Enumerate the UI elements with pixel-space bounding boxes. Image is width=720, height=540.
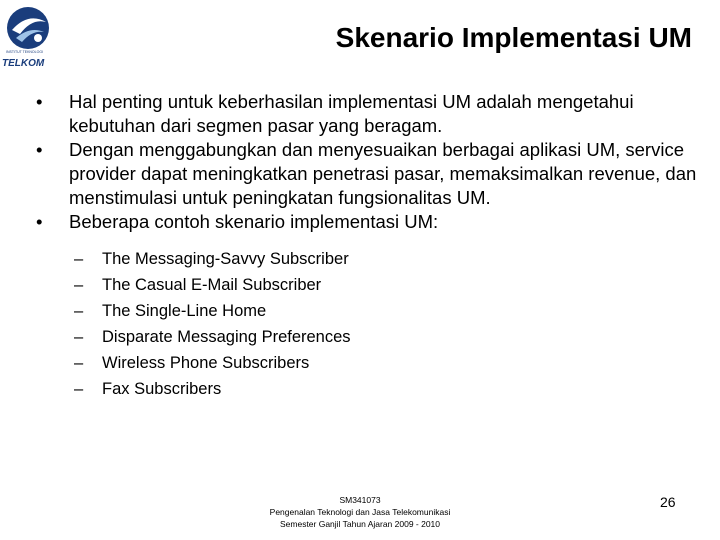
bullet-item — [36, 138, 706, 210]
logo-tagline: INSTITUT TEKNOLOGI — [6, 50, 44, 54]
bullet-item — [36, 90, 706, 138]
dash-icon: – — [74, 302, 84, 320]
sub-bullet-text: The Messaging-Savvy Subscriber — [102, 250, 349, 268]
bullet-text: Beberapa contoh skenario implementasi UM: — [69, 211, 439, 232]
bullet-list — [36, 90, 706, 234]
dash-icon: – — [74, 328, 84, 346]
dash-icon: – — [74, 354, 84, 372]
sub-bullet-item — [74, 272, 351, 298]
sub-bullet-text: Disparate Messaging Preferences — [102, 328, 351, 346]
sub-bullet-item — [74, 376, 351, 402]
sub-bullet-item — [74, 298, 351, 324]
sub-bullet-text: Wireless Phone Subscribers — [102, 354, 310, 372]
bullet-dot-icon: • — [36, 139, 43, 160]
bullet-item — [36, 210, 706, 234]
sub-bullet-item — [74, 324, 351, 350]
bullet-dot-icon: • — [36, 91, 43, 112]
bullet-text: Dengan menggabungkan dan menyesuaikan berbagai aplikasi UM, service provider dapat meningkatkan penetrasi pasar, memaksimalkan revenue, dan menstimulasi untuk peningkatan fungsionalitas UM. — [69, 139, 697, 208]
slide-footer — [240, 494, 480, 530]
sub-bullet-list — [74, 246, 351, 402]
sub-bullet-item — [74, 350, 351, 376]
page-number: 26 — [660, 494, 676, 510]
bullet-text: Hal penting untuk keberhasilan implementasi UM adalah mengetahui kebutuhan dari segmen pasar yang beragam. — [69, 91, 634, 136]
telkom-logo — [2, 4, 62, 68]
logo-brand: TELKOM — [2, 58, 45, 69]
dash-icon: – — [74, 250, 84, 268]
sub-bullet-text: The Casual E-Mail Subscriber — [102, 276, 322, 294]
telkom-emblem-icon — [2, 4, 62, 54]
bullet-dot-icon: • — [36, 211, 43, 232]
dash-icon: – — [74, 380, 84, 398]
dash-icon: – — [74, 276, 84, 294]
sub-bullet-text: The Single-Line Home — [102, 302, 267, 320]
sub-bullet-text: Fax Subscribers — [102, 380, 222, 398]
footer-semester: Semester Ganjil Tahun Ajaran 2009 - 2010 — [279, 519, 441, 529]
slide-title: Skenario Implementasi UM — [335, 22, 692, 53]
footer-course-code: SM341073 — [339, 495, 381, 505]
sub-bullet-item — [74, 246, 351, 272]
footer-course-name: Pengenalan Teknologi dan Jasa Telekomunikasi — [269, 507, 451, 517]
